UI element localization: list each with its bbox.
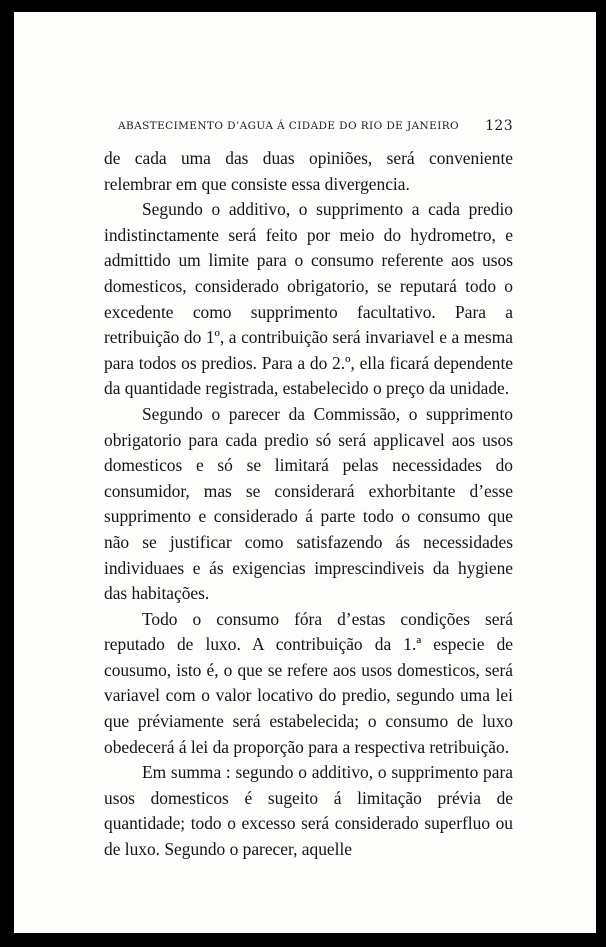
- paragraph: Segundo o parecer da Commissão, o supprimento obrigatorio para cada predio só será applicavel aos usos domesticos e só se limitará pelas necessidades do consumidor, mas se considerará exhorbitante d’esse supprimento e considerado á parte todo o consumo que não se justificar como satisfazendo ás necessidades individuaes e ás exigencias imprescindiveis da hygiene das habitações.: [104, 403, 513, 604]
- running-header: [104, 118, 513, 138]
- page-number: 123: [485, 118, 513, 134]
- paragraph: Todo o consumo fóra d’estas condições será reputado de luxo. A contribuição da 1.ª especie de cousumo, isto é, o que se refere aos usos domesticos, será variavel com o valor locativo do predio, segundo uma lei que préviamente será estabelecida; o consumo de luxo obedecerá á lei da proporção para a respectiva retribuição.: [104, 608, 513, 757]
- scan-border: [0, 0, 14, 947]
- body-text: [104, 146, 513, 863]
- paragraph: Segundo o additivo, o supprimento a cada predio indistinctamente será feito por meio do hydrometro, e admittido um limite para o consumo referente aos usos domesticos, considerado obrigatorio, se reputará todo o excedente como supprimento facultativo. Para a retribuição do 1º, a contribuição será invariavel e a mesma para todos os predios. Para a do 2.º, ella ficará dependente da quantidade registrada, estabelecido o preço da unidade.: [104, 199, 513, 399]
- paragraph-continuation: de cada uma das duas opiniões, será conveniente relembrar em que consiste essa divergencia.: [104, 148, 513, 194]
- running-title: ABASTECIMENTO D’AGUA Á CIDADE DO RIO DE JANEIRO: [118, 120, 460, 132]
- paragraph: Em summa : segundo o additivo, o supprimento para usos domesticos é sugeito á limitação prévia de quantidade; todo o excesso será considerado superfluo ou de luxo. Segundo o parecer, aquelle: [104, 762, 513, 860]
